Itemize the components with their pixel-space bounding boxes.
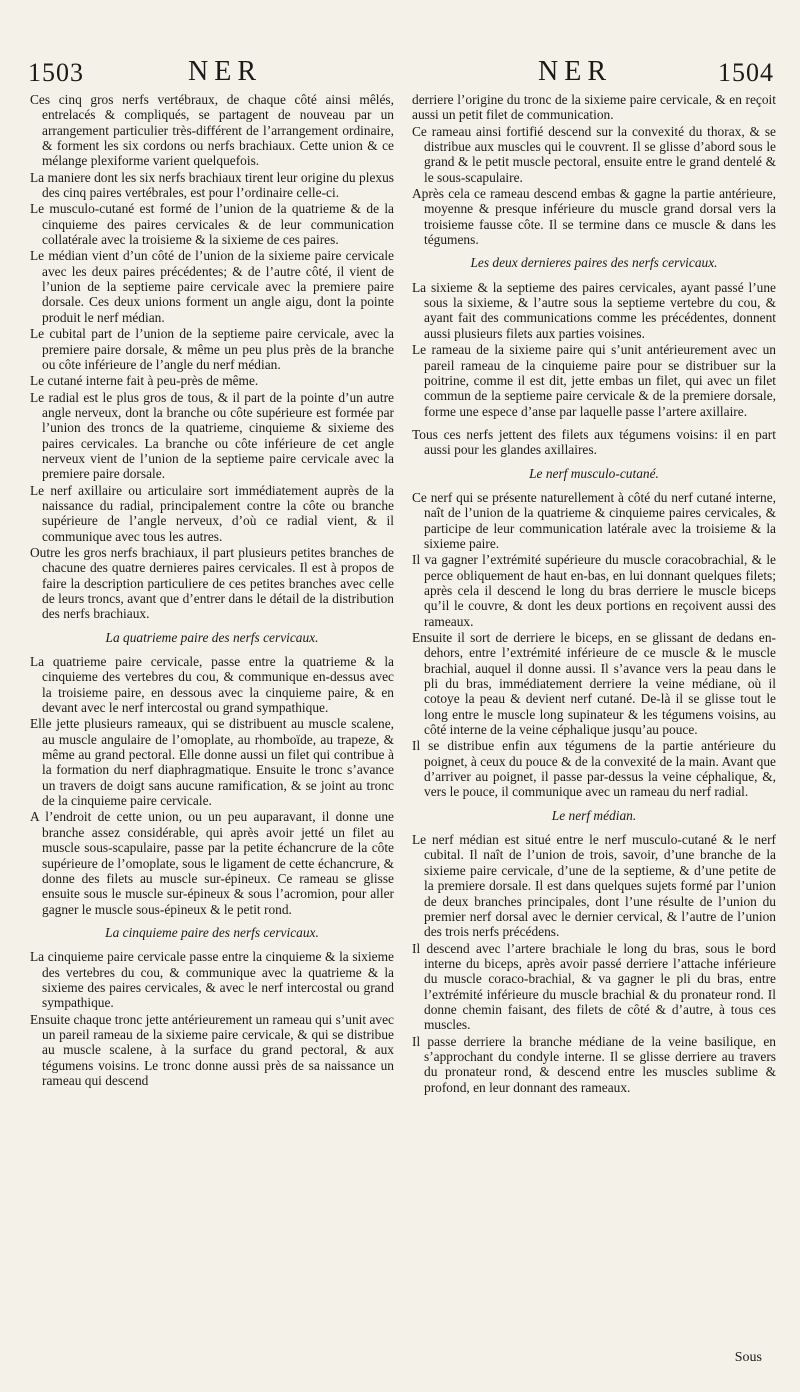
paragraph: Le rameau de la sixieme paire qui s’unit antérieurement avec un pareil rameau de la cinquieme paire pour se distribuer sur la poitrine, comme il est dit, jette embas un filet, qui avec un filet commun de la septieme paire cervicale & de la premiere dorsale, forme une espece d’anse par laquelle passe l’artere axillaire.	[412, 342, 776, 419]
page-header	[28, 52, 774, 90]
left-page-number: 1503	[28, 58, 84, 87]
left-column	[30, 92, 394, 1089]
paragraph: Après cela ce rameau descend embas & gagne la partie antérieure, moyenne & presque inférieure du muscle grand dorsal vers la troisieme fausse côte. Il se termine dans ce muscle & dans les tégumens.	[412, 186, 776, 248]
paragraph: Le radial est le plus gros de tous, & il part de la pointe d’un autre angle nerveux, dont la branche ou côte supérieure est formée par l’union des troncs de la quatrieme, cinquieme & sixieme des paires cervicales. La branche ou côte inférieure de cet angle nerveux vient de l’union de la septieme paire cervicale avec la premiere paire dorsale.	[30, 389, 394, 482]
paragraph: Il va gagner l’extrémité supérieure du muscle coracobrachial, & le perce obliquement de haut en-bas, en lui donnant quelques filets; après cela il descend le long du bras derriere le muscle biceps qu’il le couvre, & dont les deux portions en reçoivent aussi des rameaux.	[412, 552, 776, 629]
left-running-title: NER	[188, 56, 262, 87]
paragraph-continuation: derriere l’origine du tronc de la sixieme paire cervicale, & en reçoit aussi un petit filet de communication.	[412, 92, 776, 123]
section-title: Les deux dernieres paires des nerfs cervicaux.	[470, 255, 718, 271]
section-title: Le nerf musculo-cutané.	[529, 465, 659, 481]
catchword: Sous	[734, 1350, 762, 1365]
paragraph: Ce rameau ainsi fortifié descend sur la convexité du thorax, & se distribue aux muscles qui le couvrent. Il se glisse d’abord sous le grand & le petit muscle pectoral, ensuite entre le grand dentelé & le sous-scapulaire.	[412, 123, 776, 185]
paragraph: A l’endroit de cette union, ou un peu auparavant, il donne une branche assez considérable, qui après avoir jetté un filet au muscle sous-scapulaire, passe par la petite échancrure de la côte supérieure de l’omoplate, sous le ligament de cette échancrure, & donne des filets au muscle sur-épineux. Ce rameau se glisse ensuite sous le muscle sur-épineux & sous l’acromion, pour aller gagner le muscle sous-épineux & le petit rond.	[30, 809, 394, 917]
paragraph: La sixieme & la septieme des paires cervicales, ayant passé l’une sous la sixieme, & l’autre sous la septieme vertebre du cou, & ayant fait des communications comme les précédentes, donnent aussi plusieurs filets aux parties voisines.	[412, 279, 776, 341]
paragraph: Le nerf médian est situé entre le nerf musculo-cutané & le nerf cubital. Il naît de l’union de trois, savoir, d’une branche de la sixieme paire cervicale, d’une de la septieme, & d’une petite de la premiere dorsale. Il est dans quelques sujets formé par l’union de deux branches principales, dont l’une résulte de l’union du premier nerf dorsal avec le dernier cervical, & l’autre de l’union des trois nerfs précédens.	[412, 832, 776, 940]
paragraph: Il se distribue enfin aux tégumens de la partie antérieure du poignet, à ceux du pouce & de la convexité de la main. Avant que d’arriver au poignet, il passe par-dessus la veine céphalique, &, vers le pouce, il communique avec un rameau du nerf radial.	[412, 738, 776, 800]
paragraph: La cinquieme paire cervicale passe entre la cinquieme & la sixieme des vertebres du cou, & communique avec la quatrieme & la sixieme des paires cervicales, & avec le nerf intercostal ou grand sympathique.	[30, 949, 394, 1011]
paragraph: La quatrieme paire cervicale, passe entre la quatrieme & la cinquieme des vertebres du cou, & communique en-dessus avec la troisieme paire, en dessous avec la cinquieme paire, & en devant avec le nerf intercostal ou grand sympathique.	[30, 654, 394, 716]
paragraph: Le nerf axillaire ou articulaire sort immédiatement auprès de la naissance du radial, principalement contre la côte ou branche supérieure de l’angle nerveux, d’où ce radial vient, & il communique avec tous les autres.	[30, 482, 394, 544]
paragraph: Ce nerf qui se présente naturellement à côté du nerf cutané interne, naît de l’union de la quatrieme & cinquieme paires cervicales, & participe de leur communication latérale avec la troisieme & la sixieme paire.	[412, 489, 776, 551]
paragraph: Le cutané interne fait à peu-près de même.	[30, 373, 259, 389]
right-running-title: NER	[538, 56, 612, 87]
paragraph: Ces cinq gros nerfs vertébraux, de chaque côté ainsi mêlés, entrelacés & compliqués, se partagent de nouveau par un arrangement particulier très-différent de l’arrangement ordinaire, & forment les six cordons ou nerfs brachiaux. Cette union & ce mélange plexiforme varient quelquefois.	[30, 92, 394, 169]
paragraph: Elle jette plusieurs rameaux, qui se distribuent au muscle scalene, au muscle angulaire de l’omoplate, au rhomboïde, au trapeze, & même au grand pectoral. Elle donne aussi un filet qui contribue à la formation du nerf diaphragmatique. Ensuite le tronc s’avance un travers de doigt sans aucune ramification, & se joint au tronc de la cinquieme paire cervicale.	[30, 716, 394, 809]
paragraph: Outre les gros nerfs brachiaux, il part plusieurs petites branches de chacune des quatre dernieres paires cervicales. Il est à propos de faire la description particuliere de ces petites branches avec celle de leurs troncs, avant que d’entrer dans le détail de la distribution des nerfs brachiaux.	[30, 544, 394, 622]
right-column	[412, 92, 776, 1096]
paragraph: Ensuite chaque tronc jette antérieurement un rameau qui s’unit avec un pareil rameau de la sixieme paire cervicale, & qui se distribue au muscle scalene, à la surface du grand pectoral, & aux tégumens voisins. Le tronc donne aussi près de sa naissance un rameau qui descend	[30, 1011, 394, 1088]
section-title: La cinquieme paire des nerfs cervicaux.	[105, 924, 319, 940]
paragraph: Ensuite il sort de derriere le biceps, en se glissant de dedans en-dehors, entre l’extrémité inférieure de ce muscle & le muscle brachial, auquel il donne aussi. Il s’avance vers la peau dans le pli du bras, immédiatement derriere la veine médiane, où il cotoye la peau & devient nerf cutané. De-là il se glisse tout le long entre le muscle long supinateur & les tégumens voisins, au côté interne de la veine céphalique jusqu’au pouce.	[412, 630, 776, 738]
section-title: Le nerf médian.	[551, 807, 637, 823]
paragraph: Le musculo-cutané est formé de l’union de la quatrieme & de la cinquieme des paires cervicales & de leur communication collatérale avec la troisieme & la sixieme de ces paires.	[30, 201, 394, 248]
paragraph: Il descend avec l’artere brachiale le long du bras, sous le bord interne du biceps, après avoir passé derriere l’attache inférieure du muscle coraco-brachial, & va gagner le pli du bras, entre l’extrémité inférieure du muscle brachial & du pronateur rond. Il donne chemin faisant, des filets de côté & d’autre, à tous ces muscles.	[412, 940, 776, 1033]
paragraph: Tous ces nerfs jettent des filets aux tégumens voisins: il en part aussi pour les glandes axillaires.	[412, 426, 776, 458]
paragraph: Le médian vient d’un côté de l’union de la sixieme paire cervicale avec les deux paires précédentes; & de l’autre côté, il vient de l’union de la septieme paire cervicale avec la premiere paire dorsale. Ces deux unions forment un angle aigu, dont la pointe produit le nerf médian.	[30, 248, 394, 325]
section-title: La quatrieme paire des nerfs cervicaux.	[105, 629, 319, 645]
paragraph: La maniere dont les six nerfs brachiaux tirent leur origine du plexus des cinq paires vertébrales, est pour l’ordinaire celle-ci.	[30, 169, 394, 201]
paragraph: Le cubital part de l’union de la septieme paire cervicale, avec la premiere paire dorsale, & même un peu plus près de la branche ou côte inférieure de l’angle du nerf médian.	[30, 326, 394, 372]
paragraph: Il passe derriere la branche médiane de la veine basilique, en s’approchant du condyle interne. Il se glisse derriere au travers du pronateur rond, & descend entre les muscles sublime & profond, en leur donnant des rameaux.	[412, 1033, 776, 1095]
right-page-number: 1504	[718, 58, 774, 87]
